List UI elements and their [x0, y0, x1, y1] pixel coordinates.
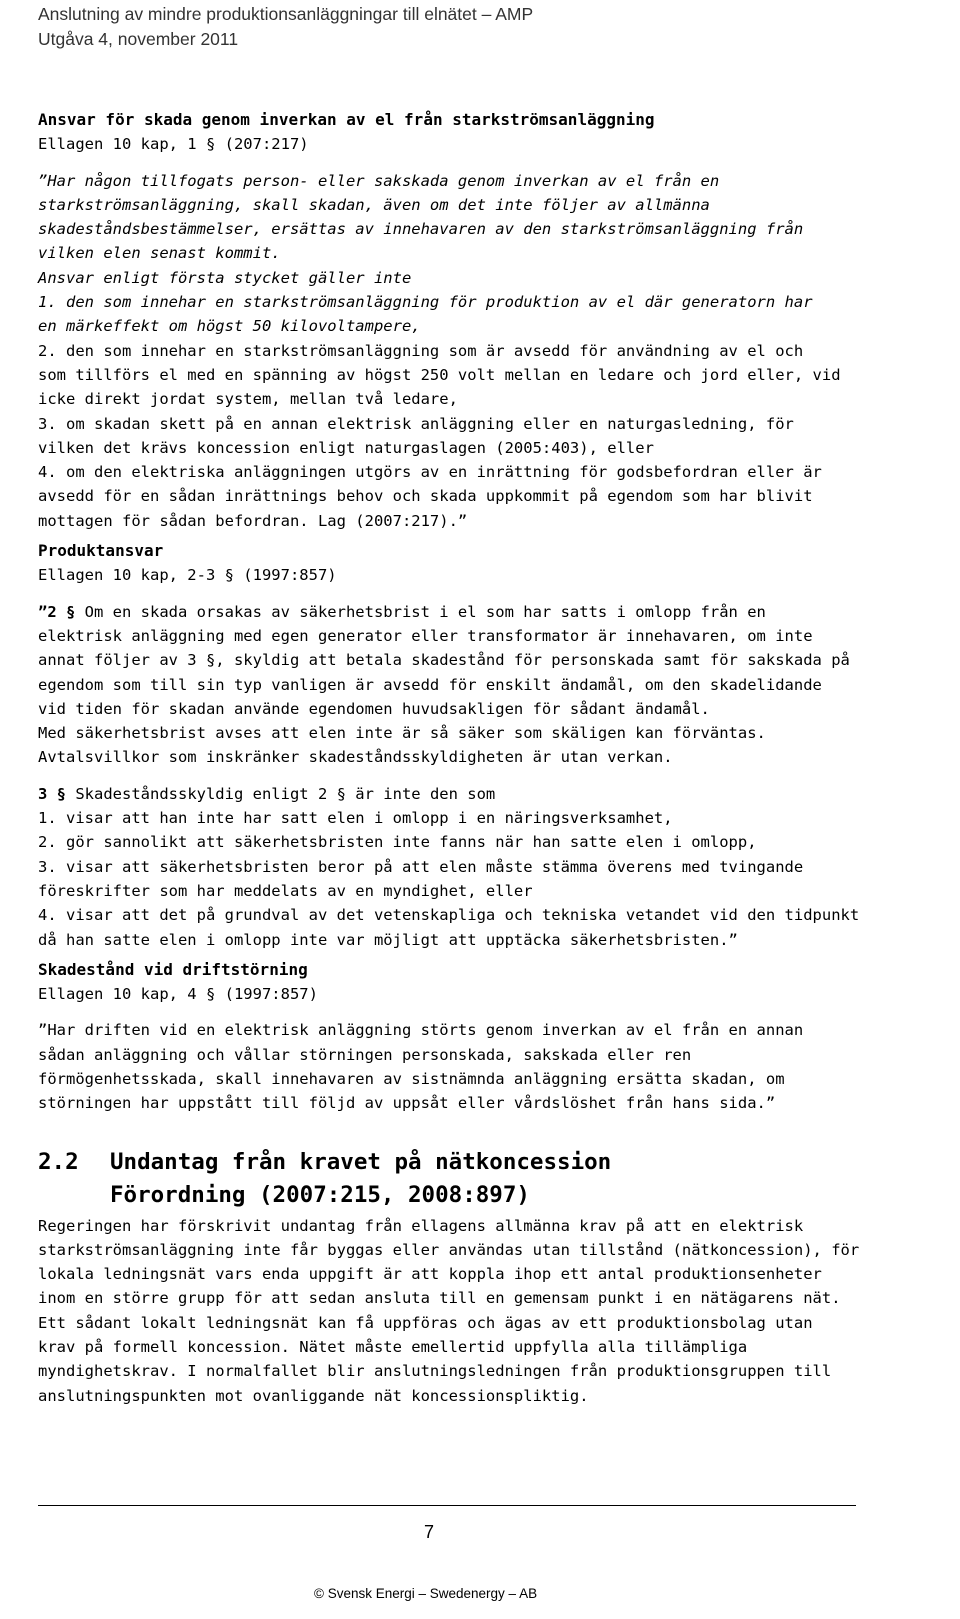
quote-line: mottagen för sådan befordran. Lag (2007:217).” [38, 511, 468, 530]
quote-line: Med säkerhetsbrist avses att elen inte är så säker som skäligen kan förväntas. [38, 724, 766, 743]
chapter-heading-line [38, 1146, 928, 1179]
body-line: Ett sådant lokalt ledningsnät kan få uppföras och ägas av ett produktionsbolag utan [38, 1313, 813, 1332]
paragraph-marker: 3 § [38, 784, 66, 803]
copyright-notice: © Svensk Energi – Swedenergy – AB [314, 1586, 538, 1601]
body-line: anslutningspunkten mot ovanliggande nät koncessionspliktig. [38, 1386, 589, 1405]
quote-line: vilken elen senast kommit. [38, 244, 281, 263]
body-line: inom en större grupp för att sedan ansluta till en gemensam punkt i en nätägarens nät. [38, 1289, 841, 1308]
quote-line: 4. om den elektriska anläggningen utgörs av en inrättning för godsbefordran eller är [38, 463, 822, 482]
quote-line: 2. den som innehar en starkströmsanläggning som är avsedd för användning av el och [38, 341, 804, 360]
chapter-number: 2.2 [38, 1148, 79, 1175]
quote-line: störningen har uppstått till följd av uppsåt eller vårdslöshet från hans sida.” [38, 1094, 776, 1113]
page-number: 7 [423, 1522, 434, 1542]
body-line: lokala ledningsnät vars enda uppgift är att koppla ihop ett antal produktionsenheter [38, 1265, 822, 1284]
quote-line: starkströmsanläggning, skall skadan, även om det inte följer av allmänna [38, 195, 710, 214]
quote-line: förmögenhetsskada, skall innehavaren av sistnämnda anläggning ersätta skadan, om [38, 1069, 785, 1088]
quote-line: 1. den som innehar en starkströmsanläggning för produktion av el där generatorn har [38, 293, 813, 312]
quote-line: skadeståndsbestämmelser, ersättas av innehavaren av den starkströmsanläggning från [38, 220, 804, 239]
quote-line: elektrisk anläggning med egen generator eller transformator är innehavaren, om inte [38, 626, 813, 645]
quote-line [38, 782, 928, 806]
quote-line: 1. visar att han inte har satt elen i omlopp i en näringsverksamhet, [38, 809, 673, 828]
body-line: Regeringen har förskrivit undantag från ellagens allmänna krav på att en elektrisk [38, 1216, 804, 1235]
page-header [38, 2, 533, 52]
main-content [38, 108, 928, 1408]
quote-line: vid tiden för skadan använde egendomen huvudsakligen för sådant ändamål. [38, 699, 710, 718]
chapter-heading [38, 1146, 928, 1212]
header-title: Anslutning av mindre produktionsanläggningar till elnätet – AMP [38, 4, 534, 24]
quote-line: ”Har någon tillfogats person- eller sakskada genom inverkan av el från en [38, 171, 720, 190]
quote-line: sådan anläggning och vållar störningen personskada, sakskada eller ren [38, 1045, 692, 1064]
quote-line: Avtalsvillkor som inskränker skadeståndsskyldigheten är utan verkan. [38, 748, 673, 767]
section-heading-liability: Ansvar för skada genom inverkan av el från starkströmsanläggning [38, 110, 655, 129]
quote-line: en märkeffekt om högst 50 kilovoltampere, [38, 317, 421, 336]
quote-line: 4. visar att det på grundval av det vetenskapliga och tekniska vetandet vid den tidpunkt [38, 906, 860, 925]
law-quote-operational-disturbance [38, 1018, 928, 1115]
quote-line: 3. om skadan skett på en annan elektrisk anläggning eller en naturgasledning, för [38, 414, 794, 433]
quote-line: då han satte elen i omlopp inte var möjligt att upptäcka säkerhetsbristen.” [38, 930, 738, 949]
quote-text: Om en skada orsakas av säkerhetsbrist i el som har satts i omlopp från en [75, 602, 766, 621]
quote-line: icke direkt jordat system, mellan två ledare, [38, 390, 458, 409]
body-line: starkströmsanläggning inte får byggas eller användas utan tillstånd (nätkoncession), för [38, 1240, 860, 1259]
quote-line: avsedd för en sådan inrättnings behov och skada uppkommit på egendom som har blivit [38, 487, 813, 506]
header-edition: Utgåva 4, november 2011 [38, 29, 239, 49]
section-reference: Ellagen 10 kap, 1 § (207:217) [38, 135, 309, 154]
section-heading-product-liability: Produktansvar [38, 541, 164, 561]
section-reference: Ellagen 10 kap, 2-3 § (1997:857) [38, 566, 337, 585]
body-paragraph [38, 1214, 928, 1408]
quote-line: som tillförs el med en spänning av högst 250 volt mellan en ledare och jord eller, vid [38, 365, 841, 384]
body-line: myndighetskrav. I normalfallet blir anslutningsledningen från produktionsgruppen till [38, 1362, 832, 1381]
body-line: krav på formell koncession. Nätet måste emellertid uppfylla alla tillämpliga [38, 1338, 748, 1357]
chapter-subtitle: Förordning (2007:215, 2008:897) [110, 1181, 530, 1208]
law-quote-product-liability [38, 600, 928, 952]
section-reference: Ellagen 10 kap, 4 § (1997:857) [38, 985, 318, 1004]
footer-divider [38, 1505, 856, 1506]
quote-line: vilken det krävs koncession enligt naturgaslagen (2005:403), eller [38, 438, 654, 457]
law-quote-liability [38, 169, 928, 533]
quote-text: Skadeståndsskyldig enligt 2 § är inte den som [66, 784, 496, 803]
chapter-heading-line [38, 1179, 928, 1212]
quote-line: Ansvar enligt första stycket gäller inte [38, 268, 412, 287]
quote-line [38, 600, 928, 624]
quote-line: 2. gör sannolikt att säkerhetsbristen inte fanns när han satte elen i omlopp, [38, 833, 757, 852]
quote-line: ”Har driften vid en elektrisk anläggning störts genom inverkan av el från en annan [38, 1021, 804, 1040]
quote-line: egendom som till sin typ vanligen är avsedd för enskilt ändamål, om den skadelidande [38, 675, 822, 694]
chapter-title: Undantag från kravet på nätkoncession [110, 1148, 612, 1175]
quote-line: 3. visar att säkerhetsbristen beror på att elen måste stämma överens med tvingande [38, 857, 804, 876]
quote-line: föreskrifter som har meddelats av en myndighet, eller [38, 881, 533, 900]
section-heading-operational-disturbance: Skadestånd vid driftstörning [38, 959, 308, 979]
paragraph-marker: ”2 § [38, 602, 76, 621]
quote-line: annat följer av 3 §, skyldig att betala skadestånd för personskada samt för sakskada på [38, 651, 850, 670]
